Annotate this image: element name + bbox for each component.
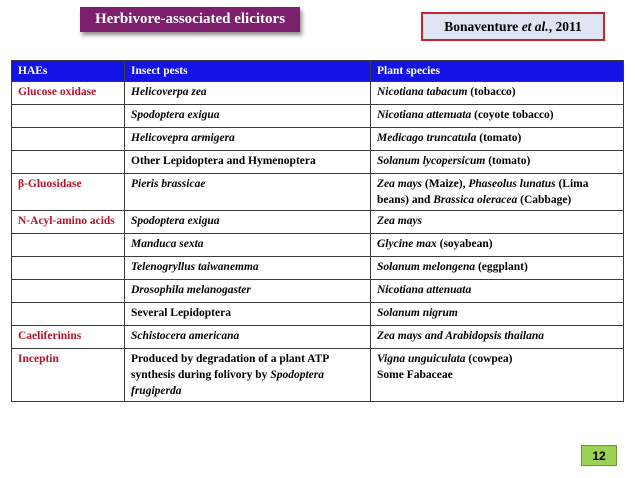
cell-insect-pest	[125, 82, 371, 105]
italic-text-run: Nicotiana tabacum	[377, 86, 468, 98]
reference-etal: et al.	[521, 18, 549, 34]
table-row	[12, 105, 624, 128]
cell-insect-pest	[125, 211, 371, 234]
header-insect-pests: Insect pests	[125, 61, 371, 82]
cell-plant-species	[371, 303, 624, 326]
text-run: (coyote tobacco)	[471, 109, 554, 121]
italic-text-run: Drosophila melanogaster	[131, 284, 251, 296]
text-run: Some Fabaceae	[377, 369, 453, 381]
cell-plant-species	[371, 128, 624, 151]
cell-hae	[12, 105, 125, 128]
cell-plant-species	[371, 151, 624, 174]
cell-plant-species	[371, 326, 624, 349]
cell-hae: Inceptin	[12, 349, 125, 402]
italic-text-run: Zea mays	[377, 215, 423, 227]
table-row	[12, 174, 624, 211]
italic-text-run: Vigna unguiculata	[377, 353, 466, 365]
slide-title: Herbivore-associated elicitors	[80, 7, 300, 32]
cell-plant-species	[371, 105, 624, 128]
italic-text-run: Helicoverpa zea	[131, 86, 207, 98]
italic-text-run: Nicotiana attenuata	[377, 109, 472, 121]
table-row	[12, 128, 624, 151]
elicitors-table	[11, 60, 624, 402]
italic-text-run: Medicago truncatula	[377, 132, 477, 144]
cell-hae	[12, 303, 125, 326]
cell-insect-pest	[125, 151, 371, 174]
italic-text-run: Glycine max	[377, 238, 437, 250]
cell-insect-pest	[125, 174, 371, 211]
text-run: (Lima beans) and	[377, 178, 589, 206]
cell-insect-pest	[125, 280, 371, 303]
text-run: (soyabean)	[436, 238, 493, 250]
italic-text-run: Solanum nigrum	[377, 307, 458, 319]
italic-text-run: Brassica oleracea	[433, 194, 518, 206]
cell-insect-pest	[125, 349, 371, 402]
text-run: (tomato)	[476, 132, 522, 144]
table-body	[12, 82, 624, 402]
cell-plant-species	[371, 349, 624, 402]
table-row	[12, 151, 624, 174]
italic-text-run: Phaseolus lunatus	[468, 178, 556, 190]
italic-text-run: Zea mays	[377, 178, 423, 190]
italic-text-run: Solanum melongena	[377, 261, 476, 273]
cell-insect-pest	[125, 128, 371, 151]
text-run: Other Lepidoptera and Hymenoptera	[131, 155, 316, 167]
cell-hae	[12, 128, 125, 151]
text-run: (tobacco)	[467, 86, 516, 98]
cell-hae: N-Acyl-amino acids	[12, 211, 125, 234]
table-row	[12, 82, 624, 105]
cell-plant-species	[371, 257, 624, 280]
cell-insect-pest	[125, 326, 371, 349]
header-haes: HAEs	[12, 61, 125, 82]
text-run: Several Lepidoptera	[131, 307, 231, 319]
italic-text-run: Spodoptera exigua	[131, 109, 220, 121]
cell-hae: Caeliferinins	[12, 326, 125, 349]
cell-plant-species	[371, 174, 624, 211]
page-number: 12	[581, 445, 617, 466]
italic-text-run: Telenogryllus taiwanemma	[131, 261, 259, 273]
italic-text-run: Schistocera americana	[131, 330, 240, 342]
cell-plant-species	[371, 234, 624, 257]
cell-hae	[12, 280, 125, 303]
header-plant-species: Plant species	[371, 61, 624, 82]
reference-authors: Bonaventure	[444, 18, 519, 34]
cell-plant-species	[371, 280, 624, 303]
italic-text-run: Zea mays and Arabidopsis thailana	[377, 330, 544, 342]
table-row	[12, 280, 624, 303]
italic-text-run: Pieris brassicae	[131, 178, 206, 190]
cell-plant-species	[371, 82, 624, 105]
italic-text-run: Solanum lycopersicum	[377, 155, 486, 167]
text-run: (Maize),	[422, 178, 469, 190]
text-run: (eggplant)	[475, 261, 528, 273]
text-run: (cowpea)	[465, 353, 513, 365]
reference-year: , 2011	[548, 18, 582, 34]
cell-insect-pest	[125, 257, 371, 280]
cell-insect-pest	[125, 234, 371, 257]
table-row	[12, 211, 624, 234]
table-row	[12, 326, 624, 349]
cell-plant-species	[371, 211, 624, 234]
cell-insect-pest	[125, 303, 371, 326]
text-run: Produced by degradation of a plant ATP synthesis during folivory by	[131, 353, 329, 381]
cell-insect-pest	[125, 105, 371, 128]
cell-hae: β-Gluosidase	[12, 174, 125, 211]
cell-hae	[12, 234, 125, 257]
table-row	[12, 349, 624, 402]
italic-text-run: Helicovepra armigera	[131, 132, 235, 144]
table-row	[12, 257, 624, 280]
table-row	[12, 303, 624, 326]
italic-text-run: Nicotiana attenuata	[377, 284, 472, 296]
text-run: (Cabbage)	[517, 194, 572, 206]
cell-hae: Glucose oxidase	[12, 82, 125, 105]
cell-hae	[12, 151, 125, 174]
cell-hae	[12, 257, 125, 280]
table-header-row	[12, 61, 624, 82]
text-run: (tomato)	[485, 155, 531, 167]
table-row	[12, 234, 624, 257]
reference-citation	[421, 12, 605, 41]
italic-text-run: Spodoptera exigua	[131, 215, 220, 227]
italic-text-run: Spodoptera frugiperda	[131, 369, 324, 397]
italic-text-run: Manduca sexta	[131, 238, 204, 250]
